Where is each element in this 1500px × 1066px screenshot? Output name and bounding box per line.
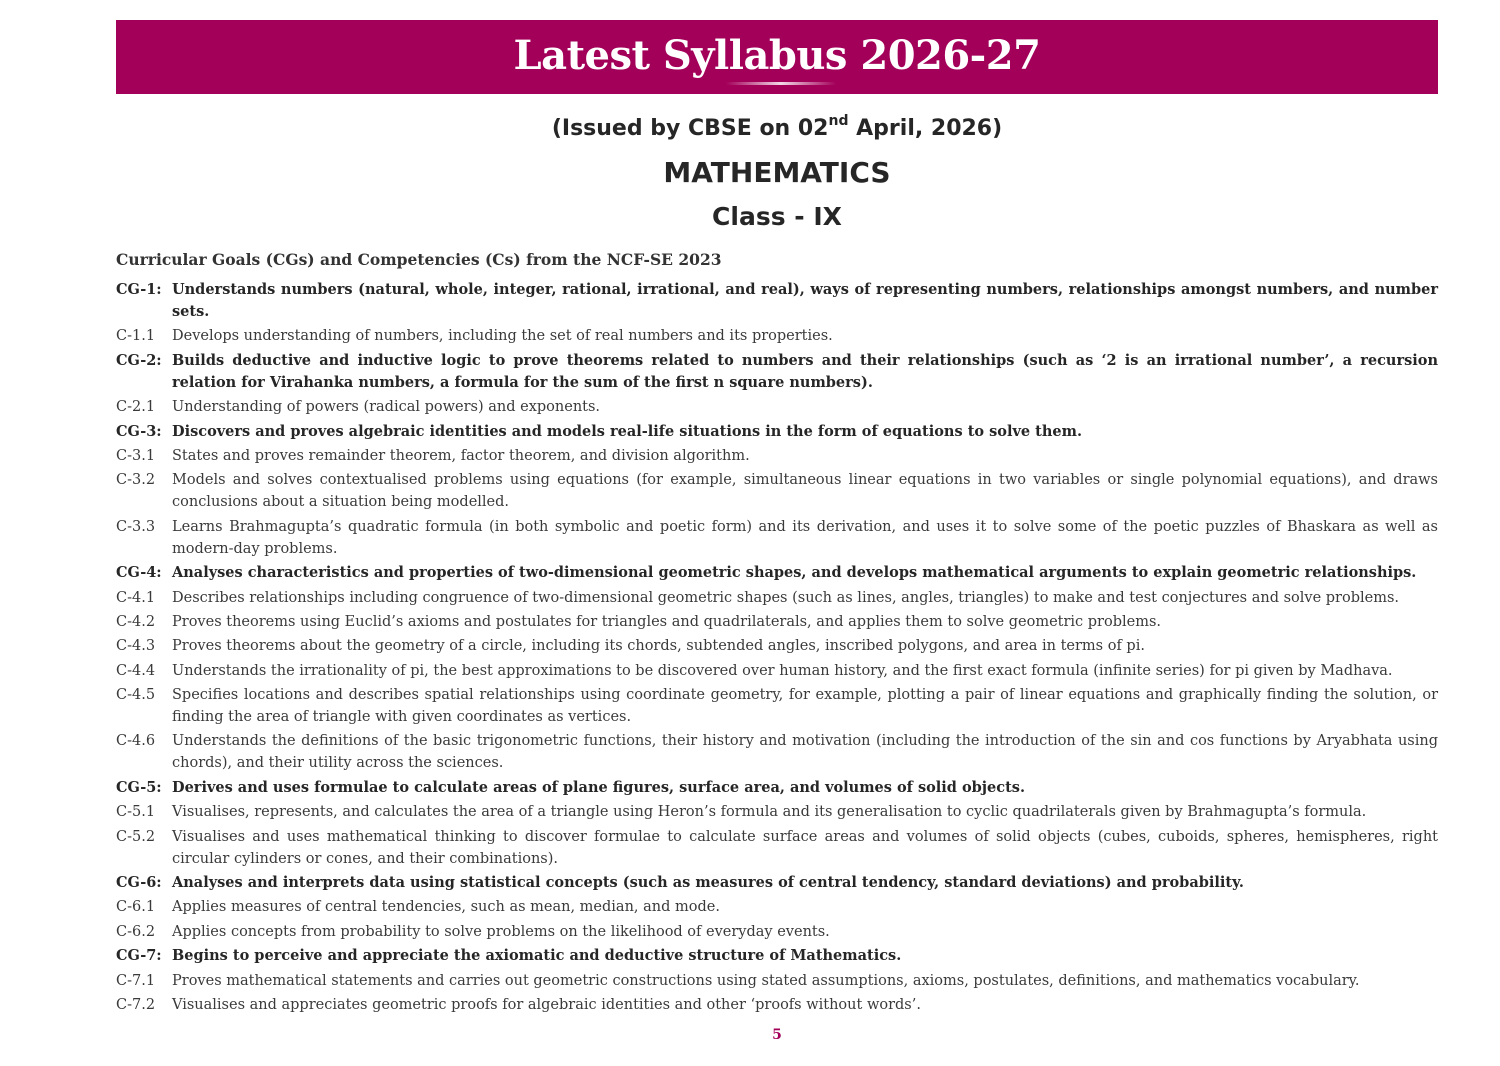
- competency-row: [116, 325, 1438, 347]
- competency-row: [116, 970, 1438, 992]
- goal-code: C-4.1: [116, 589, 156, 606]
- goal-text: Discovers and proves algebraic identities and models real-life situations in the form of equations to solve them.: [172, 422, 1083, 440]
- goal-text: Begins to perceive and appreciate the axiomatic and deductive structure of Mathematics.: [172, 947, 902, 965]
- goal-code: C-5.2: [116, 828, 156, 845]
- goal-code: C-7.1: [116, 972, 156, 989]
- goal-code: CG-6:: [116, 874, 162, 892]
- title-banner: [116, 20, 1438, 94]
- competency-row: [116, 730, 1438, 774]
- goal-text: Understands the definitions of the basic trigonometric functions, their history and motivation (including the introduction of the sin and cos functions by Aryabhata using chords), and their utility across the sciences.: [172, 733, 1438, 772]
- goal-code: C-7.2: [116, 996, 156, 1013]
- goal-code: C-4.3: [116, 638, 156, 655]
- subject-title: MATHEMATICS: [663, 156, 891, 189]
- competency-row: [116, 635, 1438, 657]
- goal-text: Understanding of powers (radical powers) and exponents.: [172, 399, 601, 416]
- page-number: 5: [772, 1027, 782, 1043]
- competency-row: [116, 445, 1438, 467]
- banner-title: Latest Syllabus 2026-27: [513, 32, 1041, 79]
- issued-superscript: nd: [828, 113, 849, 129]
- curricular-goal-row: [116, 421, 1438, 443]
- goal-text: Applies measures of central tendencies, such as mean, median, and mode.: [172, 899, 720, 916]
- competency-row: [116, 516, 1438, 560]
- issued-prefix: (Issued by CBSE on 02: [551, 116, 829, 141]
- goal-text: Derives and uses formulae to calculate areas of plane figures, surface area, and volumes of solid objects.: [172, 778, 1026, 796]
- goal-text: Proves theorems about the geometry of a circle, including its chords, subtended angles, inscribed polygons, and area in terms of pi.: [172, 638, 1145, 655]
- goal-text: Understands numbers (natural, whole, integer, rational, irrational, and real), ways of representing numbers, relationships amongst numbers, and number sets.: [172, 281, 1438, 320]
- goal-text: Specifies locations and describes spatial relationships using coordinate geometry, for example, plotting a pair of linear equations and graphically finding the solution, or finding the area of triangle with given coordinates as vertices.: [172, 687, 1438, 726]
- goal-code: CG-7:: [116, 947, 162, 965]
- curricular-goal-row: [116, 872, 1438, 894]
- competency-row: [116, 587, 1438, 609]
- goal-text: Proves mathematical statements and carries out geometric constructions using stated assumptions, axioms, postulates, definitions, and mathematics vocabulary.: [172, 972, 1360, 989]
- curricular-goal-row: [116, 945, 1438, 967]
- goal-code: C-3.2: [116, 472, 156, 489]
- curricular-goal-row: [116, 562, 1438, 584]
- goal-code: C-3.3: [116, 518, 156, 535]
- competency-row: [116, 921, 1438, 943]
- section-heading: Curricular Goals (CGs) and Competencies (Cs) from the NCF-SE 2023: [116, 250, 722, 269]
- goal-code: C-6.1: [116, 899, 156, 916]
- competency-row: [116, 801, 1438, 823]
- goal-code: C-1.1: [116, 328, 156, 345]
- competency-row: [116, 611, 1438, 633]
- goal-text: Applies concepts from probability to solve problems on the likelihood of everyday events.: [172, 923, 830, 940]
- curricular-goal-row: [116, 777, 1438, 799]
- goal-code: C-5.1: [116, 804, 156, 821]
- issued-line: [0, 113, 1500, 141]
- curricular-goal-row: [116, 279, 1438, 323]
- goal-text: Analyses characteristics and properties of two-dimensional geometric shapes, and develops mathematical arguments to explain geometric relationships.: [172, 564, 1417, 582]
- goal-text: Analyses and interprets data using statistical concepts (such as measures of central tendency, standard deviations) and probability.: [172, 874, 1244, 892]
- goal-text: Understands the irrationality of pi, the best approximations to be discovered over human history, and the first exact formula (infinite series) for pi given by Madhava.: [172, 662, 1393, 679]
- goal-code: C-4.5: [116, 687, 156, 704]
- goal-code: C-2.1: [116, 399, 156, 416]
- goal-code: CG-1:: [116, 281, 162, 298]
- goal-text: Builds deductive and inductive logic to prove theorems related to numbers and their relationships (such as ‘2 is an irrational number’, a recursion relation for Virahanka numbers, a formula for the sum of the first n square numbers).: [172, 351, 1438, 391]
- competency-row: [116, 896, 1438, 918]
- goal-text: Visualises and appreciates geometric proofs for algebraic identities and other ‘proofs without words’.: [172, 996, 921, 1013]
- goal-code: CG-4:: [116, 564, 162, 582]
- goal-code: C-3.1: [116, 447, 156, 464]
- competency-row: [116, 994, 1438, 1016]
- goal-text: Visualises, represents, and calculates the area of a triangle using Heron’s formula and its generalisation to cyclic quadrilaterals given by Brahmagupta’s formula.: [172, 804, 1367, 821]
- curricular-goal-row: [116, 350, 1438, 394]
- goal-text: Proves theorems using Euclid’s axioms and postulates for triangles and quadrilaterals, and applies them to solve geometric problems.: [172, 613, 1162, 630]
- goal-text: Visualises and uses mathematical thinking to discover formulae to calculate surface areas and volumes of solid objects (cubes, cuboids, spheres, hemispheres, right circular cylinders or cones, and their combinations).: [172, 828, 1438, 867]
- goal-code: CG-2:: [116, 351, 162, 369]
- goal-code: CG-3:: [116, 422, 162, 440]
- goal-code: CG-5:: [116, 778, 162, 796]
- goal-text: Describes relationships including congruence of two-dimensional geometric shapes (such as lines, angles, triangles) to make and test conjectures and solve problems.: [172, 589, 1400, 606]
- class-title: Class - IX: [712, 202, 842, 231]
- competency-row: [116, 660, 1438, 682]
- issued-suffix: April, 2026): [848, 116, 1003, 141]
- competency-row: [116, 469, 1438, 513]
- goal-text: States and proves remainder theorem, factor theorem, and division algorithm.: [172, 447, 750, 464]
- goal-code: C-6.2: [116, 923, 156, 940]
- competency-row: [116, 826, 1438, 870]
- goal-text: Develops understanding of numbers, including the set of real numbers and its properties.: [172, 328, 833, 345]
- goals-list: [116, 279, 1438, 1018]
- goal-text: Models and solves contextualised problems using equations (for example, simultaneous linear equations in two variables or single polynomial equations), and draws conclusions about a situation being modelled.: [172, 472, 1438, 511]
- competency-row: [116, 396, 1438, 418]
- goal-code: C-4.4: [116, 662, 156, 679]
- goal-code: C-4.2: [116, 613, 156, 630]
- banner-glow-decoration: [726, 82, 836, 85]
- goal-code: C-4.6: [116, 733, 156, 750]
- competency-row: [116, 684, 1438, 728]
- goal-text: Learns Brahmagupta’s quadratic formula (in both symbolic and poetic form) and its derivation, and uses it to solve some of the poetic puzzles of Bhaskara as well as modern-day problems.: [172, 518, 1438, 557]
